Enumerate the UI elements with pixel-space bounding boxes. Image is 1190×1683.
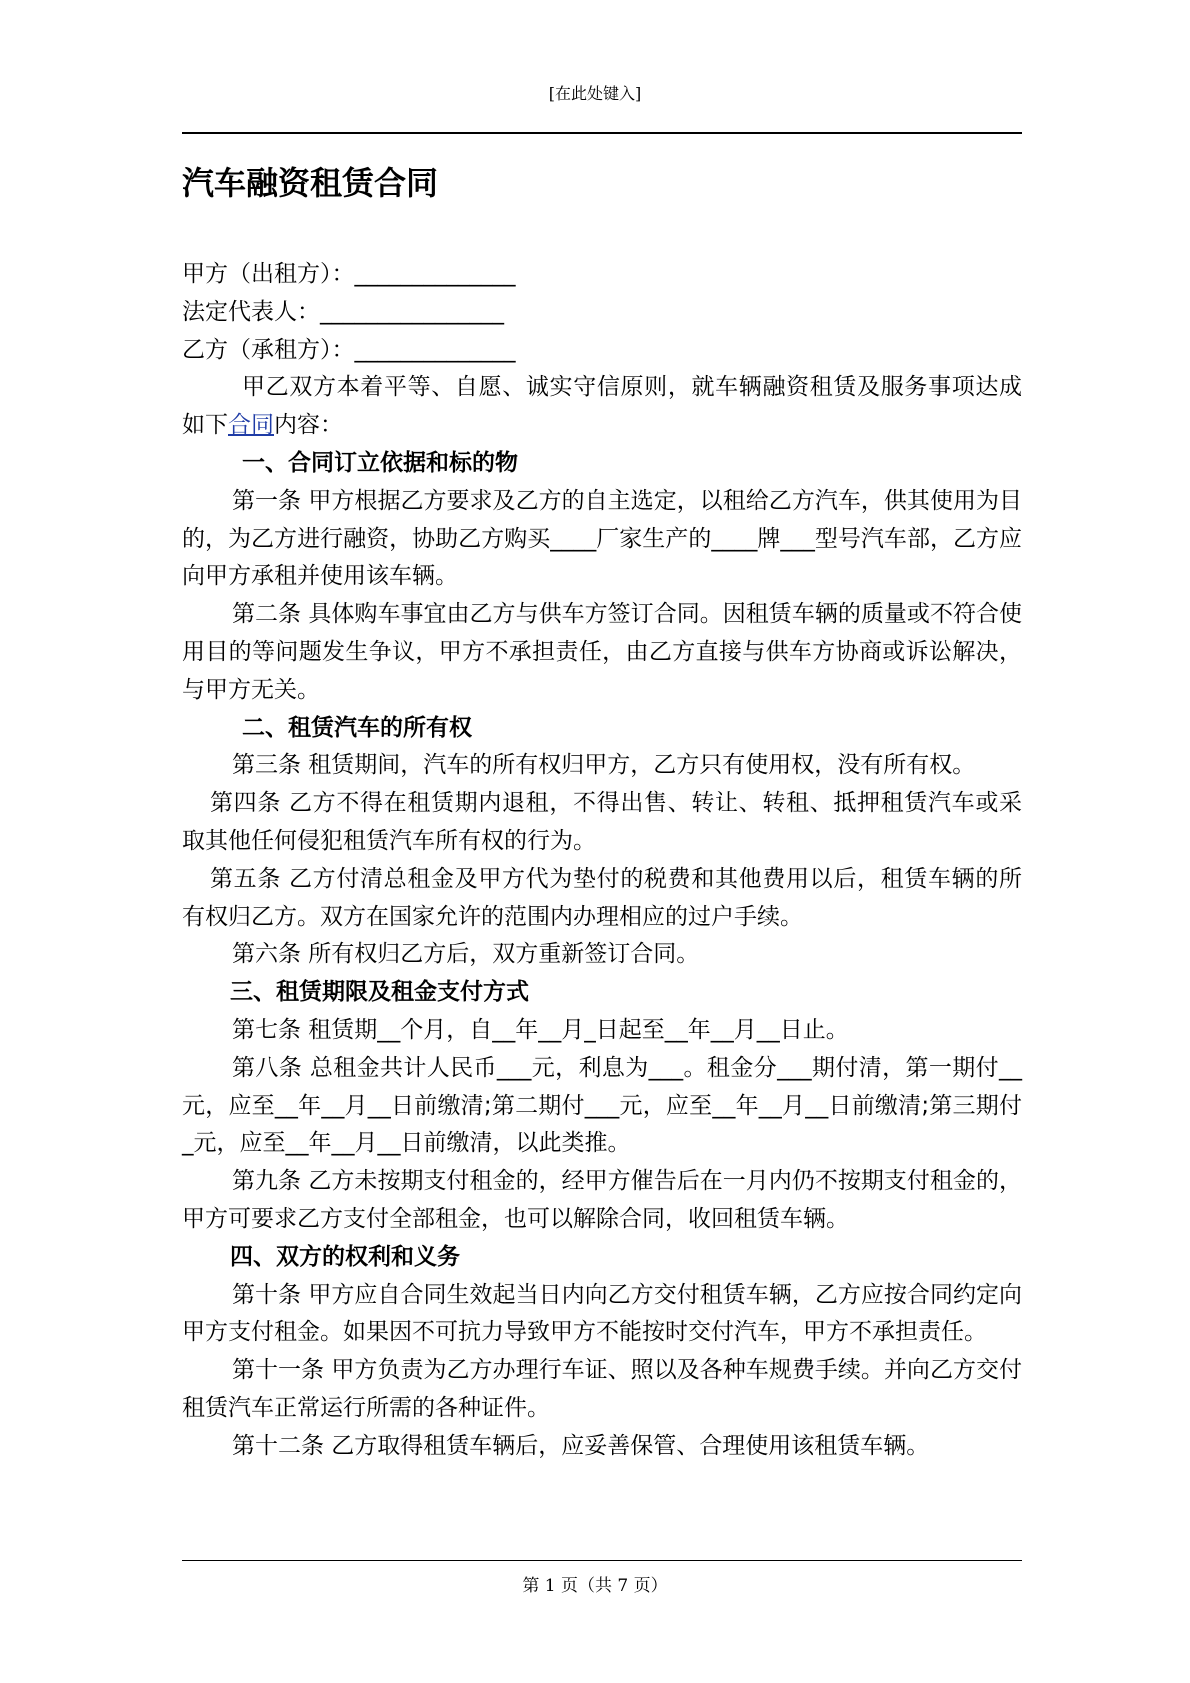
article-7: 第七条 租赁期__个月，自__年__月_日起至__年__月__日止。 — [232, 1016, 849, 1043]
article-6: 第六条 所有权归乙方后，双方重新签订合同。 — [232, 941, 700, 968]
article-2: 第二条 具体购车事宜由乙方与供车方签订合同。因租赁车辆的质量或不符合使用目的等问题发生争议，甲方不承担责任，由乙方直接与供车方协商或诉讼解决，与甲方无关。 — [182, 601, 1022, 703]
section-heading-2: 二、租赁汽车的所有权 — [242, 714, 472, 741]
intro-text-end: 内容： — [274, 412, 343, 439]
article-10: 第十条 甲方应自合同生效起当日内向乙方交付租赁车辆，乙方应按合同约定向甲方支付租金。如果因不可抗力导致甲方不能按时交付汽车，甲方不承担责任。 — [182, 1281, 1022, 1346]
intro-text: 甲乙双方本着平等、自愿、诚实守信原则，就车辆融资租赁及服务事项达成如下 — [182, 374, 1022, 439]
page-number: 第 1 页（共 7 页） — [522, 1576, 668, 1596]
article-11: 第十一条 甲方负责为乙方办理行车证、照以及各种车规费手续。并向乙方交付租赁汽车正常运行所需的各种证件。 — [182, 1357, 1022, 1421]
intro-paragraph — [182, 369, 1022, 445]
article-12: 第十二条 乙方取得租赁车辆后，应妥善保管、合理使用该租赁车辆。 — [232, 1432, 930, 1459]
document-title: 汽车融资租赁合同 — [182, 164, 439, 202]
footer-rule — [182, 1560, 1022, 1561]
article-4: 第四条 乙方不得在租赁期内退租，不得出售、转让、转租、抵押租赁汽车或采取其他任何侵犯租赁汽车所有权的行为。 — [182, 790, 1022, 854]
contract-link[interactable]: 合同 — [228, 412, 274, 439]
article-1: 第一条 甲方根据乙方要求及乙方的自主选定，以租给乙方汽车，供其使用为目的，为乙方进行融资，协助乙方购买____厂家生产的____牌___型号汽车部，乙方应向甲方承租并使用该车辆。 — [182, 487, 1022, 590]
section-heading-3: 三、租赁期限及租金支付方式 — [230, 979, 529, 1006]
header-rule — [182, 132, 1022, 134]
article-8: 第八条 总租金共计人民币___元，利息为___。租金分___期付清，第一期付__元，应至__年__月__日前缴清;第二期付___元，应至__年__月__日前缴清;第三期付_元，应至__年__月__日前缴清，以此类推。 — [182, 1054, 1022, 1157]
party-lessor: 甲方（出租方）：______________ — [182, 261, 516, 287]
party-representative: 法定代表人：________________ — [182, 298, 504, 325]
article-5: 第五条 乙方付清总租金及甲方代为垫付的税费和其他费用以后，租赁车辆的所有权归乙方。双方在国家允许的范围内办理相应的过户手续。 — [182, 865, 1022, 930]
page-header: [在此处键入] — [548, 84, 642, 103]
article-3: 第三条 租赁期间，汽车的所有权归甲方，乙方只有使用权，没有所有权。 — [232, 752, 976, 779]
article-9: 第九条 乙方未按期支付租金的，经甲方催告后在一月内仍不按期支付租金的，甲方可要求乙方支付全部租金，也可以解除合同，收回租赁车辆。 — [182, 1168, 1022, 1232]
section-heading-4: 四、双方的权利和义务 — [230, 1243, 460, 1270]
contract-body — [182, 256, 1022, 1466]
party-lessee: 乙方（承租方）：______________ — [182, 336, 516, 363]
section-heading-1: 一、合同订立依据和标的物 — [242, 449, 518, 476]
